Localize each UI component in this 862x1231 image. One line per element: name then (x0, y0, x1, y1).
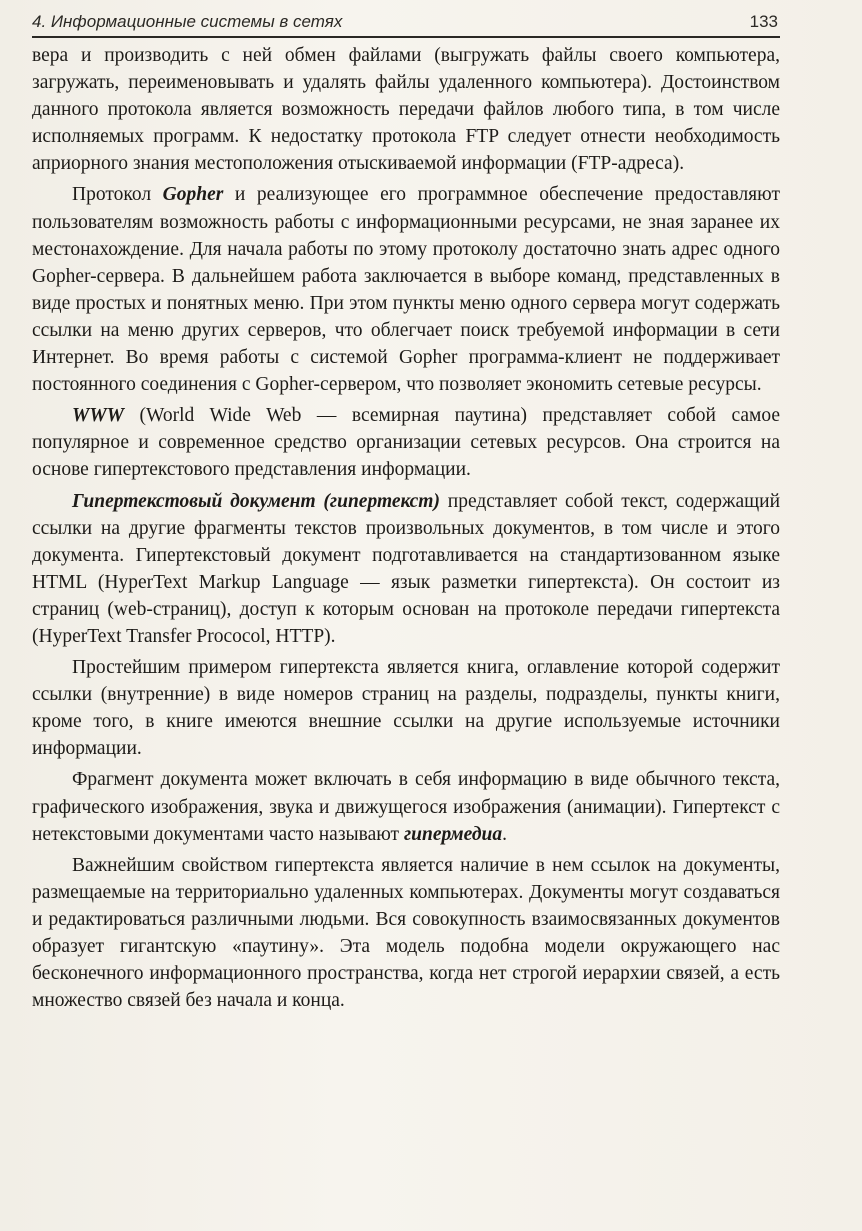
paragraph-text: (World Wide Web — всемирная паутина) представляет собой самое популярное и современное средство организации сетевых ресурсов. Она строится на основе гипертекстового представления информации. (32, 405, 780, 481)
term-hypertext-document: Гипертекстовый документ (гипертекст) (72, 490, 440, 512)
body-text (32, 42, 780, 1018)
paragraph-text: Важнейшим свойством гипертекста является наличие в нем ссылок на документы, размещаемые на территориально удаленных компьютерах. Документы могут создаваться и редактироваться различными людьми. Вся совокупность взаимосвязанных документов образует гигантскую «паутину». Эта модель подобна модели окружающего нас бесконечного информационного пространства, когда нет строгой иерархии связей, а есть множество связей без начала и конца. (32, 854, 780, 1012)
term-gopher: Gopher (162, 184, 224, 206)
term-www: WWW (72, 405, 125, 427)
paragraph-book-example (32, 654, 780, 762)
term-hypermedia: гипермедиа (403, 823, 503, 845)
paragraph-www (32, 402, 780, 483)
paragraph-hypermedia (32, 766, 780, 847)
paragraph-gopher (32, 181, 780, 398)
paragraph-text: Простейшим примером гипертекста является книга, оглавление которой содержит ссылки (внутренние) в виде номеров страниц на разделы, подразделы, пункты книги, кроме того, в книге имеются внешние ссылки на другие используемые источники информации. (32, 657, 780, 760)
paragraph-text: Протокол (72, 184, 163, 206)
chapter-title: 4. Информационные системы в сетях (32, 12, 343, 31)
running-header (32, 10, 780, 38)
paragraph-text: вера и производить с ней обмен файлами (выгружать файлы своего компьютера, загружать, переименовывать и удалять файлы удаленного компьютера). Достоинством данного протокола является возможность передачи файлов любого типа, в том числе исполняемых программ. К недостатку протокола FTP следует отнести необходимость априорного знания местоположения отыскиваемой информации (FTP-адреса). (32, 45, 780, 175)
paragraph-web-property (32, 852, 780, 1015)
paragraph-text: представляет собой текст, содержащий ссылки на другие фрагменты текстов произвольных документов, в том числе и этого документа. Гипертекстовый документ подготавливается на стандартизованном языке HTML (HyperText Markup Language — язык разметки гипертекста). Он состоит из страниц (web-страниц), доступ к которым основан на протоколе передачи гипертекста (HyperText Transfer Prococol, HTTP). (32, 490, 780, 647)
page-number: 133 (749, 12, 778, 31)
paragraph-hypertext (32, 488, 780, 651)
paragraph-text: Фрагмент документа может включать в себя информацию в виде обычного текста, графического изображения, звука и движущегося изображения (анимации). Гипертекст с нетекстовыми документами часто называют (32, 769, 780, 845)
paragraph-ftp-continuation (32, 42, 780, 177)
paragraph-text: . (502, 823, 507, 845)
paragraph-text: и реализующее его программное обеспечение предоставляют пользователям возможность работы с информационными ресурсами, не зная заранее их местонахождение. Для начала работы по этому протоколу достаточно знать адрес одного Gopher-сервера. В дальнейшем работа заключается в выборе команд, представленных в виде простых и понятных меню. При этом пункты меню одного сервера могут содержать ссылки на меню других серверов, что облегчает поиск требуемой информации в сети Интернет. Во время работы с системой Gopher программа-клиент не поддерживает постоянного соединения с Gopher-сервером, что позволяет экономить сетевые ресурсы. (32, 184, 780, 396)
